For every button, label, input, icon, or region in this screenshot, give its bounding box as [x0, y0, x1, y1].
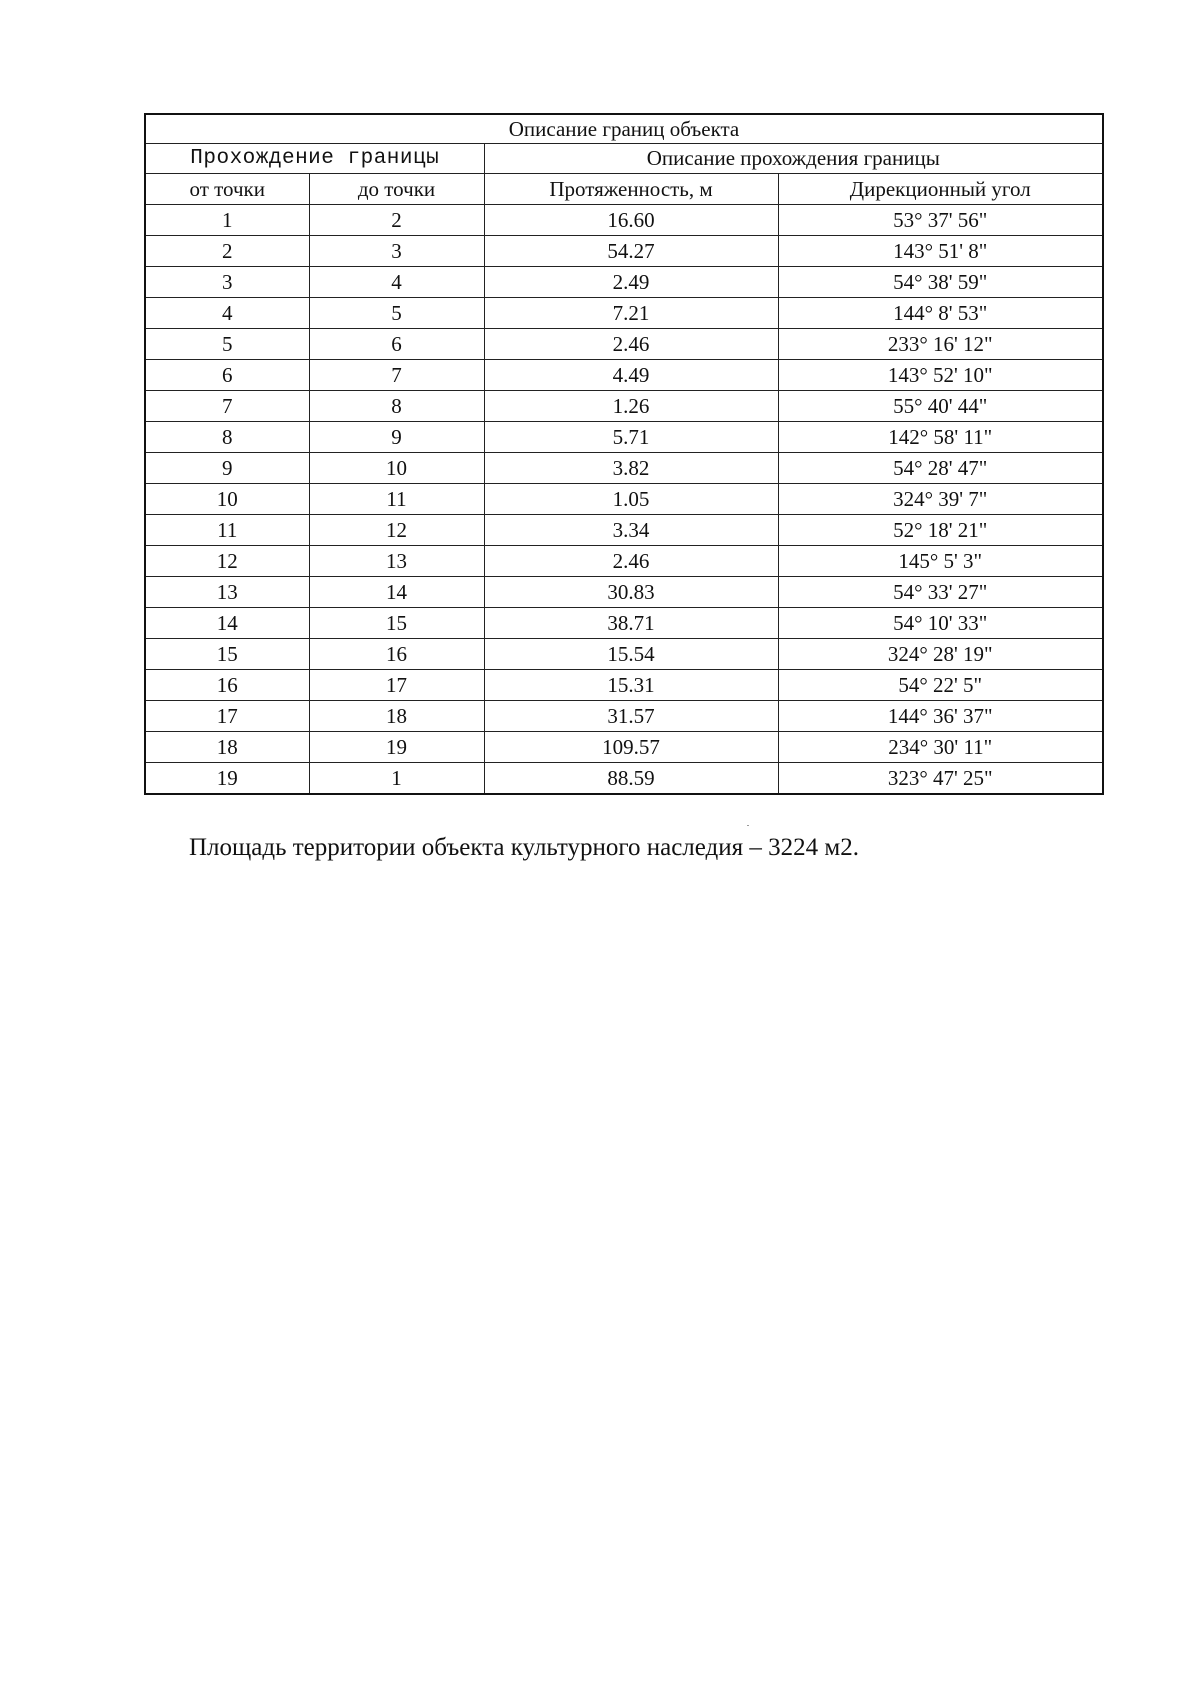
- cell-from-point: 2: [145, 236, 309, 267]
- cell-to-point: 5: [309, 298, 484, 329]
- cell-to-point: 18: [309, 701, 484, 732]
- cell-to-point: 8: [309, 391, 484, 422]
- scan-speck: [747, 825, 749, 826]
- cell-from-point: 9: [145, 453, 309, 484]
- column-header-length: Протяженность, м: [484, 174, 778, 205]
- table-title: Описание границ объекта: [145, 114, 1103, 144]
- column-header-from-point: от точки: [145, 174, 309, 205]
- cell-direction-angle: 55° 40' 44": [778, 391, 1103, 422]
- cell-length: 38.71: [484, 608, 778, 639]
- cell-direction-angle: 234° 30' 11": [778, 732, 1103, 763]
- cell-from-point: 17: [145, 701, 309, 732]
- cell-direction-angle: 54° 10' 33": [778, 608, 1103, 639]
- cell-from-point: 19: [145, 763, 309, 795]
- table-row: [145, 453, 1103, 484]
- group-header-boundary-description: Описание прохождения границы: [484, 144, 1103, 174]
- cell-length: 1.05: [484, 484, 778, 515]
- table-row: [145, 205, 1103, 236]
- column-header-to-point: до точки: [309, 174, 484, 205]
- cell-length: 31.57: [484, 701, 778, 732]
- cell-to-point: 17: [309, 670, 484, 701]
- cell-length: 15.31: [484, 670, 778, 701]
- cell-length: 2.46: [484, 546, 778, 577]
- cell-from-point: 5: [145, 329, 309, 360]
- cell-length: 3.34: [484, 515, 778, 546]
- cell-length: 54.27: [484, 236, 778, 267]
- table-row: [145, 391, 1103, 422]
- cell-to-point: 2: [309, 205, 484, 236]
- boundary-description-table: [144, 113, 1104, 795]
- cell-direction-angle: 54° 33' 27": [778, 577, 1103, 608]
- cell-direction-angle: 144° 36' 37": [778, 701, 1103, 732]
- table-row: [145, 546, 1103, 577]
- cell-to-point: 6: [309, 329, 484, 360]
- cell-from-point: 4: [145, 298, 309, 329]
- table-row: [145, 236, 1103, 267]
- table-row: [145, 701, 1103, 732]
- cell-from-point: 15: [145, 639, 309, 670]
- cell-direction-angle: 324° 28' 19": [778, 639, 1103, 670]
- cell-from-point: 16: [145, 670, 309, 701]
- cell-from-point: 10: [145, 484, 309, 515]
- cell-length: 15.54: [484, 639, 778, 670]
- cell-length: 30.83: [484, 577, 778, 608]
- table-row: [145, 267, 1103, 298]
- table-row: [145, 484, 1103, 515]
- table-row: [145, 515, 1103, 546]
- cell-length: 7.21: [484, 298, 778, 329]
- cell-from-point: 14: [145, 608, 309, 639]
- cell-to-point: 4: [309, 267, 484, 298]
- cell-length: 16.60: [484, 205, 778, 236]
- cell-from-point: 18: [145, 732, 309, 763]
- cell-from-point: 13: [145, 577, 309, 608]
- table-row: [145, 360, 1103, 391]
- cell-direction-angle: 144° 8' 53": [778, 298, 1103, 329]
- cell-length: 2.46: [484, 329, 778, 360]
- group-header-boundary-passage: Прохождение границы: [145, 144, 484, 174]
- cell-from-point: 12: [145, 546, 309, 577]
- cell-direction-angle: 143° 52' 10": [778, 360, 1103, 391]
- cell-from-point: 6: [145, 360, 309, 391]
- table-row: [145, 639, 1103, 670]
- table-group-header-row: [145, 144, 1103, 174]
- table-body: [145, 114, 1103, 794]
- cell-direction-angle: 142° 58' 11": [778, 422, 1103, 453]
- cell-direction-angle: 54° 28' 47": [778, 453, 1103, 484]
- cell-direction-angle: 145° 5' 3": [778, 546, 1103, 577]
- cell-length: 88.59: [484, 763, 778, 795]
- cell-direction-angle: 54° 22' 5": [778, 670, 1103, 701]
- cell-direction-angle: 323° 47' 25": [778, 763, 1103, 795]
- cell-to-point: 13: [309, 546, 484, 577]
- cell-to-point: 12: [309, 515, 484, 546]
- cell-direction-angle: 324° 39' 7": [778, 484, 1103, 515]
- table-title-row: [145, 114, 1103, 144]
- cell-length: 3.82: [484, 453, 778, 484]
- cell-direction-angle: 143° 51' 8": [778, 236, 1103, 267]
- table-row: [145, 732, 1103, 763]
- cell-from-point: 11: [145, 515, 309, 546]
- table-row: [145, 577, 1103, 608]
- cell-to-point: 7: [309, 360, 484, 391]
- table-row: [145, 670, 1103, 701]
- cell-length: 4.49: [484, 360, 778, 391]
- cell-to-point: 3: [309, 236, 484, 267]
- table-row: [145, 422, 1103, 453]
- cell-to-point: 9: [309, 422, 484, 453]
- table-row: [145, 608, 1103, 639]
- cell-to-point: 11: [309, 484, 484, 515]
- table-column-header-row: [145, 174, 1103, 205]
- cell-length: 5.71: [484, 422, 778, 453]
- area-summary-text: Площадь территории объекта культурного наследия – 3224 м2.: [189, 834, 859, 861]
- cell-direction-angle: 52° 18' 21": [778, 515, 1103, 546]
- cell-to-point: 1: [309, 763, 484, 795]
- cell-length: 109.57: [484, 732, 778, 763]
- cell-to-point: 16: [309, 639, 484, 670]
- cell-direction-angle: 53° 37' 56": [778, 205, 1103, 236]
- cell-to-point: 10: [309, 453, 484, 484]
- cell-from-point: 7: [145, 391, 309, 422]
- cell-length: 1.26: [484, 391, 778, 422]
- table-row: [145, 298, 1103, 329]
- cell-to-point: 19: [309, 732, 484, 763]
- cell-to-point: 14: [309, 577, 484, 608]
- column-header-direction-angle: Дирекционный угол: [778, 174, 1103, 205]
- cell-to-point: 15: [309, 608, 484, 639]
- cell-from-point: 1: [145, 205, 309, 236]
- cell-length: 2.49: [484, 267, 778, 298]
- table-row: [145, 329, 1103, 360]
- cell-direction-angle: 233° 16' 12": [778, 329, 1103, 360]
- cell-direction-angle: 54° 38' 59": [778, 267, 1103, 298]
- table-row: [145, 763, 1103, 795]
- cell-from-point: 3: [145, 267, 309, 298]
- cell-from-point: 8: [145, 422, 309, 453]
